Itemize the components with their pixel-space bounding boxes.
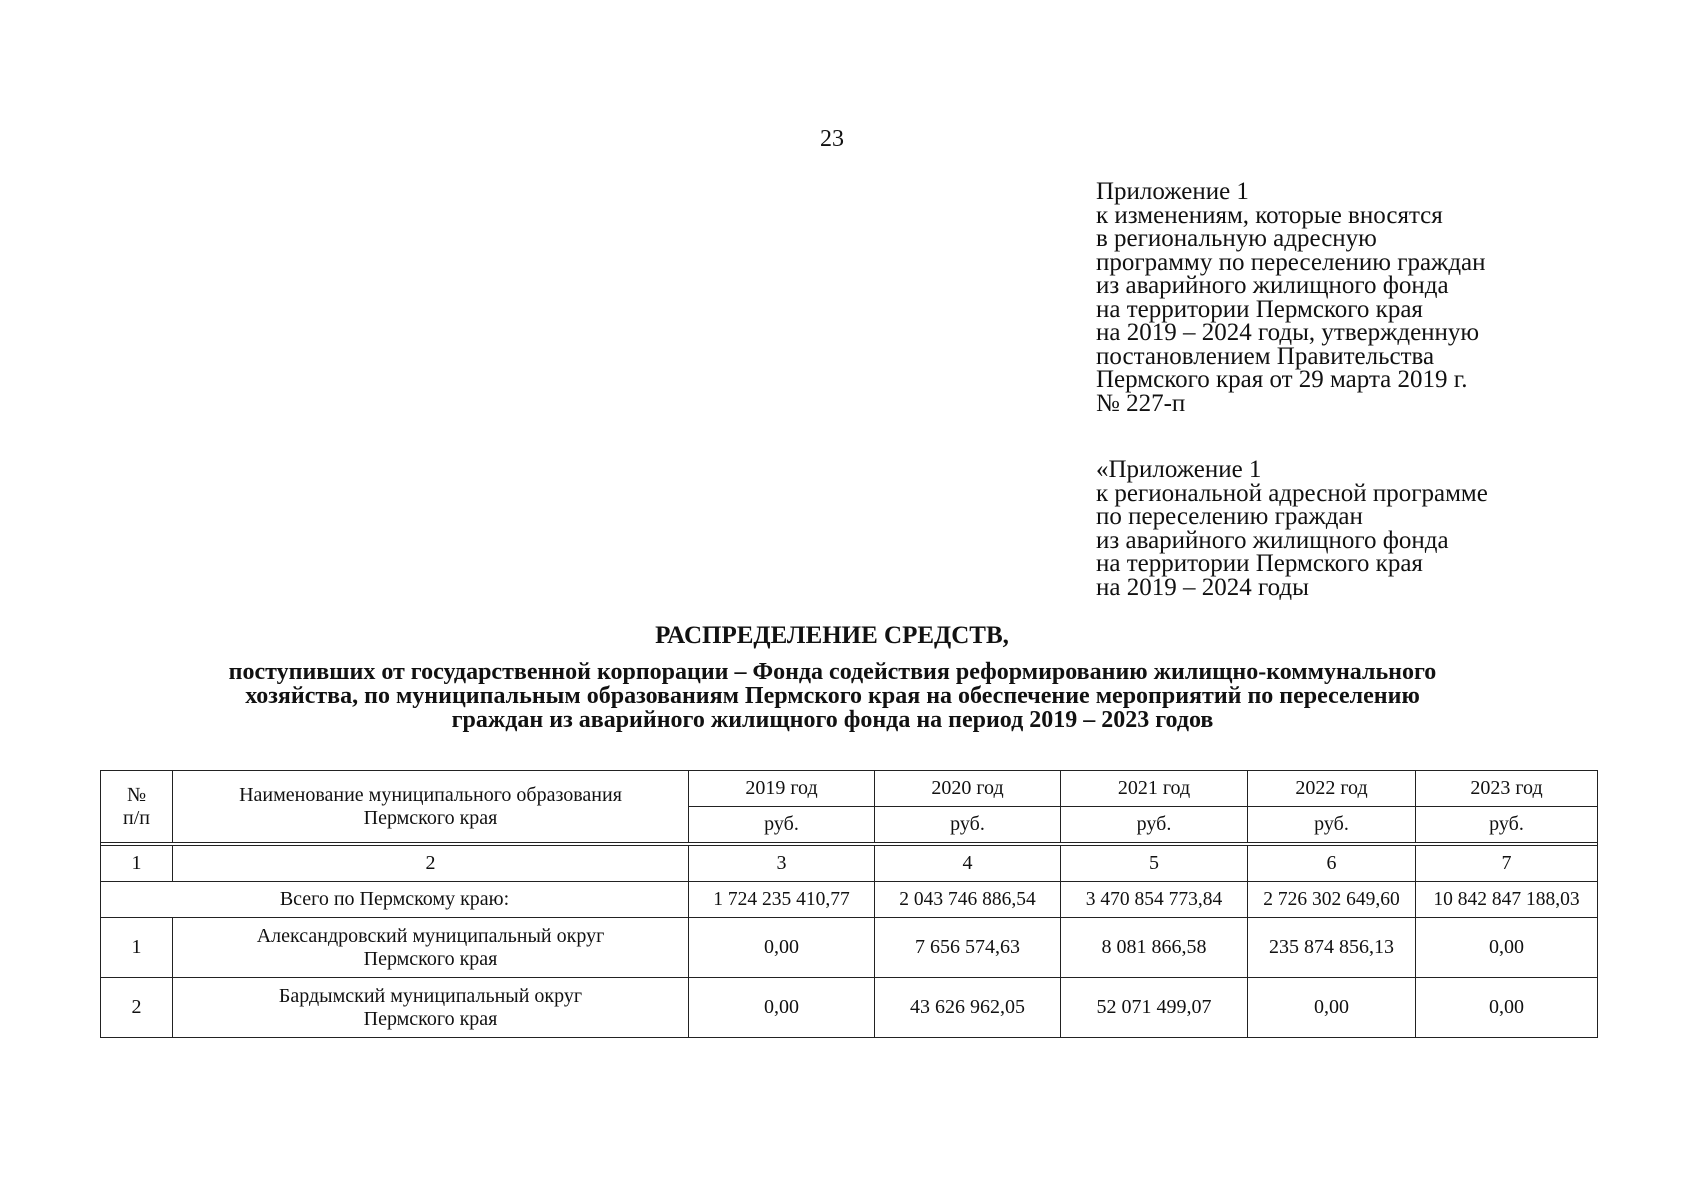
value-2020: 43 626 962,05 [875,978,1061,1038]
appendix-1-line: на 2019 – 2024 годы, утвержденную [1096,319,1480,346]
column-number-cell: 7 [1416,846,1598,882]
appendix-1-line: из аварийного жилищного фонда [1096,272,1449,299]
municipality-name [173,978,689,1038]
appendix-1-line: программу по переселению граждан [1096,248,1486,276]
appendix-2-note [1096,458,1488,599]
value-2022: 235 874 856,13 [1248,918,1416,978]
total-label: Всего по Пермскому краю: [101,882,689,918]
total-value-2020: 2 043 746 886,54 [875,882,1061,918]
distribution-table [100,770,1598,1038]
value-2022: 0,00 [1248,978,1416,1038]
value-2019: 0,00 [689,978,875,1038]
column-number-cell: 1 [101,846,173,882]
header-year-2023: 2023 год [1416,771,1598,807]
column-number-cell: 6 [1248,846,1416,882]
row-number: 1 [101,918,173,978]
appendix-1-line: № 227-п [1096,389,1186,417]
value-2023: 0,00 [1416,918,1598,978]
header-number-cell [101,771,173,843]
header-year-2019: 2019 год [689,771,875,807]
header-unit-cell: руб. [1416,807,1598,843]
value-2023: 0,00 [1416,978,1598,1038]
appendix-1-note [1096,180,1486,415]
column-number-row [101,846,1598,882]
appendix-2-line: на территории Пермского края [1096,550,1423,577]
header-number-sublabel: п/п [123,806,150,829]
header-name-label: Наименование муниципального образования [239,783,622,806]
municipality-name [173,918,689,978]
appendix-1-line: постановлением Правительства [1096,342,1435,370]
column-number-cell: 5 [1061,846,1248,882]
appendix-2-line: к региональной адресной программе [1096,479,1488,507]
appendix-1-line: в региональную адресную [1096,225,1377,252]
municipality-name-line: Александровский муниципальный округ [256,924,605,947]
value-2021: 8 081 866,58 [1061,918,1248,978]
appendix-2-line: из аварийного жилищного фонда [1096,526,1449,554]
value-2019: 0,00 [689,918,875,978]
document-subtitle [80,660,1585,732]
header-unit-cell: руб. [689,807,875,843]
header-unit-cell: руб. [1248,807,1416,843]
municipality-name-line: Пермского края [363,1007,498,1030]
header-name-cell [173,771,689,843]
total-value-2021: 3 470 854 773,84 [1061,882,1248,918]
appendix-2-line: «Приложение 1 [1096,456,1262,483]
header-year-2020: 2020 год [875,771,1061,807]
appendix-1-line: к изменениям, которые вносятся [1096,201,1443,229]
column-number-cell: 4 [875,846,1061,882]
column-number-cell: 2 [173,846,689,882]
appendix-1-line: Приложение 1 [1096,178,1249,205]
total-row [101,882,1598,918]
page-number: 23 [820,126,844,152]
appendix-2-line: на 2019 – 2024 годы [1096,573,1309,601]
subtitle-line: поступивших от государственной корпорации – Фонда содействия реформированию жилищно-коммунального [228,659,1437,685]
appendix-1-line: на территории Пермского края [1096,295,1423,323]
municipality-name-line: Пермского края [363,947,498,970]
header-row [101,771,1598,807]
total-value-2022: 2 726 302 649,60 [1248,882,1416,918]
header-year-2021: 2021 год [1061,771,1248,807]
subtitle-line: граждан из аварийного жилищного фонда на период 2019 – 2023 годов [451,707,1214,733]
appendix-1-line: Пермского края от 29 марта 2019 г. [1096,366,1468,393]
value-2020: 7 656 574,63 [875,918,1061,978]
municipality-name-line: Бардымский муниципальный округ [278,984,583,1007]
document-title: РАСПРЕДЕЛЕНИЕ СРЕДСТВ, [655,622,1009,649]
header-year-2022: 2022 год [1248,771,1416,807]
column-number-cell: 3 [689,846,875,882]
total-value-2019: 1 724 235 410,77 [689,882,875,918]
row-number: 2 [101,978,173,1038]
appendix-2-line: по переселению граждан [1096,503,1363,530]
header-number-label: № [126,783,147,806]
header-name-sublabel: Пермского края [363,806,498,829]
table-row [101,918,1598,978]
header-unit-cell: руб. [875,807,1061,843]
total-value-2023: 10 842 847 188,03 [1416,882,1598,918]
table-row [101,978,1598,1038]
value-2021: 52 071 499,07 [1061,978,1248,1038]
subtitle-line: хозяйства, по муниципальным образованиям Пермского края на обеспечение мероприятий по переселению [245,683,1420,709]
header-unit-cell: руб. [1061,807,1248,843]
